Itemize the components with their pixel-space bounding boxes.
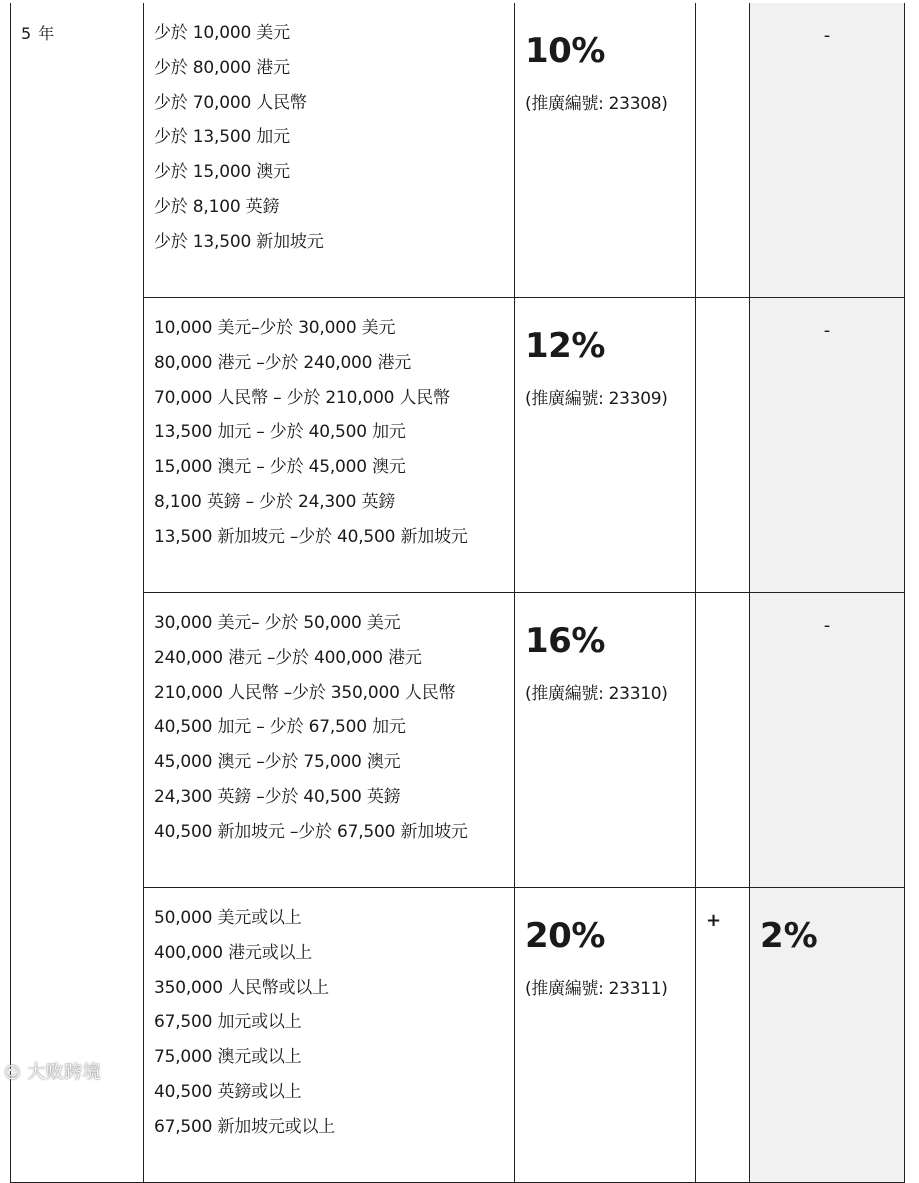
plus-sign: +	[706, 910, 722, 931]
table-row	[11, 298, 905, 593]
rate-value: 20%	[525, 916, 605, 956]
promo-code: (推廣編號: 23308)	[525, 94, 668, 114]
term-cell	[11, 3, 144, 1183]
bonus-value: 2%	[760, 916, 818, 956]
amount-line: 少於 8,100 英鎊	[154, 196, 280, 217]
plus-cell	[696, 888, 750, 1183]
amount-line: 50,000 美元或以上	[154, 908, 302, 928]
rate-value: 12%	[525, 326, 605, 366]
amount-line: 45,000 澳元 –少於 75,000 澳元	[154, 752, 401, 773]
table-row	[11, 3, 905, 298]
amount-line: 40,500 英鎊或以上	[154, 1081, 302, 1102]
bonus-value: -	[823, 25, 831, 46]
table-row	[11, 888, 905, 1183]
amount-line: 70,000 人民幣 – 少於 210,000 人民幣	[154, 387, 450, 408]
plus-cell	[696, 298, 750, 593]
promo-code: (推廣編號: 23310)	[525, 684, 668, 704]
bonus-cell	[750, 593, 905, 888]
rate-cell	[515, 593, 696, 888]
amount-line: 30,000 美元– 少於 50,000 美元	[154, 613, 401, 633]
rate-cell	[515, 3, 696, 298]
plus-cell	[696, 3, 750, 298]
promo-code: (推廣編號: 23309)	[525, 389, 668, 409]
amount-line: 少於 13,500 新加坡元	[154, 231, 324, 252]
term-label: 5 年	[21, 24, 56, 43]
promo-code: (推廣編號: 23311)	[525, 979, 668, 999]
amount-line: 67,500 新加坡元或以上	[154, 1116, 336, 1137]
bonus-cell	[750, 298, 905, 593]
amount-line: 少於 15,000 澳元	[154, 162, 290, 183]
amount-line: 350,000 人民幣或以上	[154, 977, 329, 998]
rate-cell	[515, 298, 696, 593]
amount-line: 210,000 人民幣 –少於 350,000 人民幣	[154, 682, 456, 703]
bonus-cell	[750, 3, 905, 298]
amount-cell	[144, 888, 515, 1183]
amount-line: 75,000 澳元或以上	[154, 1047, 302, 1068]
amount-line: 8,100 英鎊 – 少於 24,300 英鎊	[154, 491, 396, 512]
amount-line: 400,000 港元或以上	[154, 942, 313, 963]
amount-line: 40,500 加元 – 少於 67,500 加元	[154, 717, 406, 738]
table-row	[11, 593, 905, 888]
rate-value: 16%	[525, 621, 605, 661]
amount-line: 10,000 美元–少於 30,000 美元	[154, 318, 396, 338]
amount-cell	[144, 298, 515, 593]
amount-line: 少於 80,000 港元	[154, 57, 290, 78]
amount-line: 少於 13,500 加元	[154, 127, 290, 148]
amount-line: 80,000 港元 –少於 240,000 港元	[154, 352, 412, 373]
promotion-table-container	[10, 3, 904, 1137]
rate-value: 10%	[525, 31, 605, 71]
amount-line: 少於 10,000 美元	[154, 23, 290, 43]
bonus-value: -	[823, 320, 831, 341]
amount-line: 15,000 澳元 – 少於 45,000 澳元	[154, 457, 406, 478]
amount-line: 40,500 新加坡元 –少於 67,500 新加坡元	[154, 821, 468, 842]
plus-cell	[696, 593, 750, 888]
bonus-value: -	[823, 615, 831, 636]
amount-cell	[144, 3, 515, 298]
amount-line: 13,500 新加坡元 –少於 40,500 新加坡元	[154, 526, 468, 547]
amount-line: 13,500 加元 – 少於 40,500 加元	[154, 422, 406, 443]
rate-cell	[515, 888, 696, 1183]
watermark-text: 大败跨境	[27, 1062, 102, 1083]
promotion-rate-table	[10, 3, 905, 1183]
amount-line: 240,000 港元 –少於 400,000 港元	[154, 647, 422, 668]
amount-line: 少於 70,000 人民幣	[154, 92, 307, 113]
amount-line: 24,300 英鎊 –少於 40,500 英鎊	[154, 786, 401, 807]
watermark-logo-icon: ☺	[4, 1063, 22, 1082]
amount-cell	[144, 593, 515, 888]
watermark	[4, 1058, 101, 1084]
bonus-cell	[750, 888, 905, 1183]
amount-line: 67,500 加元或以上	[154, 1012, 302, 1033]
